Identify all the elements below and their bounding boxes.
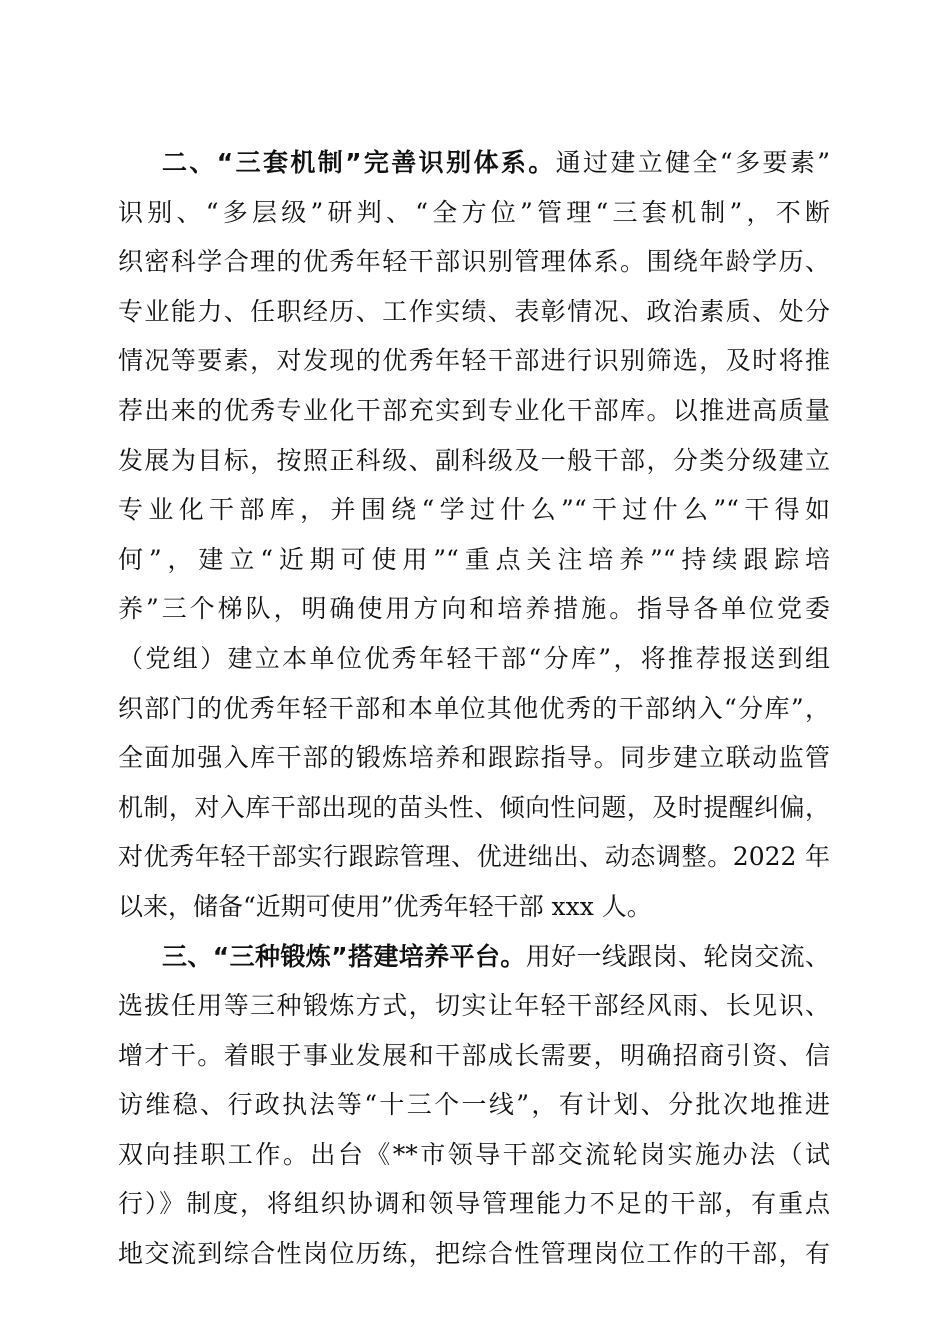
- section-2-line: 机制，对入库干部出现的苗头性、倾向性问题，及时提醒纠偏，: [118, 792, 830, 822]
- section-2-line: 识别、“多层级”研判、“全方位”管理“三套机制”，不断: [118, 197, 830, 227]
- section-2-line: 情况等要素，对发现的优秀年轻干部进行识别筛选，及时将推: [118, 346, 830, 376]
- section-2-line: 通过建立健全“多要素”: [555, 148, 830, 177]
- section-2-line: 以来，储备“近期可使用”优秀年轻干部 xxx 人。: [118, 891, 652, 921]
- section-2-line: 荐出来的优秀专业化干部充实到专业化干部库。以推进高质量: [118, 395, 830, 425]
- section-2-line: （党组）建立本单位优秀年轻干部“分库”，将推荐报送到组: [118, 643, 830, 673]
- section-2-line: 对优秀年轻干部实行跟踪管理、优进绌出、动态调整。2022 年: [118, 842, 830, 872]
- document-page: [118, 138, 830, 1279]
- section-2-line: 全面加强入库干部的锻炼培养和跟踪指导。同步建立联动监管: [118, 743, 830, 773]
- section-2-heading: 二、“三套机制”完善识别体系。: [162, 148, 556, 177]
- section-3-line: 选拔任用等三种锻炼方式，切实让年轻干部经风雨、长见识、: [118, 991, 830, 1021]
- section-2-first-line: [118, 138, 830, 188]
- section-3-line: 地交流到综合性岗位历练，把综合性管理岗位工作的干部，有: [118, 1239, 830, 1269]
- section-3-line: 行）》制度，将组织协调和领导管理能力不足的干部，有重点: [118, 1189, 830, 1219]
- section-2-line: 养”三个梯队，明确使用方向和培养措施。指导各单位党委: [118, 594, 830, 624]
- section-2-line: 织密科学合理的优秀年轻干部识别管理体系。围绕年龄学历、: [118, 247, 830, 277]
- section-3-line: 增才干。着眼于事业发展和干部成长需要，明确招商引资、信: [118, 1040, 830, 1070]
- section-2-line: 专业化干部库，并围绕“学过什么”“干过什么”“干得如: [118, 495, 830, 525]
- section-3-line: 双向挂职工作。出台《**市领导干部交流轮岗实施办法（试: [118, 1139, 830, 1169]
- section-2-line: 织部门的优秀年轻干部和本单位其他优秀的干部纳入“分库”，: [118, 693, 830, 723]
- section-3-heading: 三、“三种锻炼”搭建培养平台。: [162, 941, 526, 971]
- section-3-first-line: [118, 932, 830, 982]
- section-3-line: 用好一线跟岗、轮岗交流、: [525, 941, 830, 971]
- section-2-line: 发展为目标，按照正科级、副科级及一般干部，分类分级建立: [118, 445, 830, 475]
- section-2-line: 专业能力、任职经历、工作实绩、表彰情况、政治素质、处分: [118, 296, 830, 326]
- section-3-line: 访维稳、行政执法等“十三个一线”，有计划、分批次地推进: [118, 1090, 830, 1120]
- section-2-line: 何”，建立“近期可使用”“重点关注培养”“持续跟踪培: [118, 544, 830, 574]
